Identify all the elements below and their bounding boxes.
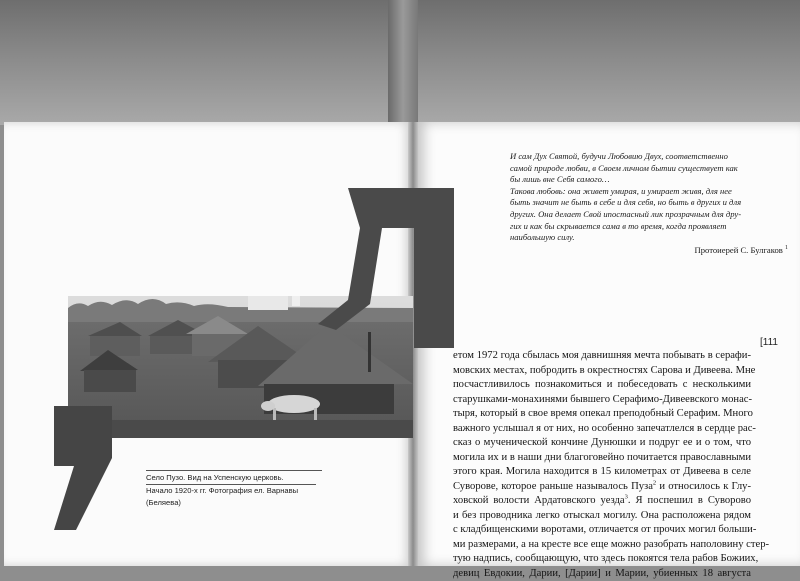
epigraph [510,151,778,244]
footnote-marker: 1 [785,245,788,251]
caption-line-1: Село Пузо. Вид на Успенскую церковь. [146,472,322,484]
body-line-with-note [453,480,751,495]
body-line: тую надпись, сообщающую, что здесь покоятся тела рабов Божиих, [453,552,751,567]
scan-fold-shadow [388,0,418,125]
caption-line-2: Начало 1920-х гг. Фотография ел. Варнавы (Беляева) [146,485,322,509]
epigraph-line: наибольшую силу. [510,232,778,244]
epigraph-line: быть значит не быть в себе и для себя, но быть в других и для [510,197,778,209]
initial-letter-decoration [318,188,454,348]
epigraph-line: бы лишь вне Себя самого… [510,174,778,186]
body-line: этого края. Могила находится в 15 километрах от Дивеева в селе [453,465,751,480]
page-number: [111 [760,337,778,348]
comma-decoration [46,406,112,530]
caption-rule-top [146,470,322,471]
body-line: посчастливилось познакомиться и побеседовать с несколькими [453,378,751,393]
body-line-part: и относилось к Глу- [656,481,751,492]
body-line-part: ховской волости Ардатовского уезда [453,495,625,506]
epigraph-line: И сам Дух Святой, будучи Любовию Двух, соответственно [510,151,778,163]
footnote-marker: 3 [625,493,628,500]
photo-caption [146,470,322,509]
body-line: важного услышал я от них, но особенно запечатлелся в сердце рас- [453,422,751,437]
body-text [453,349,751,581]
epigraph-line: Такова любовь: она живет умирая, и умирает живя, для нее [510,186,778,198]
body-line: старушками-монахинями бывшего Серафимо-Дивеевского монас- [453,393,751,408]
epigraph-line: других. Она делает Свой ипостасный лик прозрачным для дру- [510,209,778,221]
body-line: мовских местах, побродить в окрестностях Сарова и Дивеева. Мне [453,364,751,379]
body-line: тыря, который в свое время опекал преподобный Серафим. Много [453,407,751,422]
body-line: сказ о мученической кончине Дунюшки и подруг ее и о том, что [453,436,751,451]
body-line: могила их и в наши дни благоговейно почитается православными [453,451,751,466]
body-line: етом 1972 года сбылась моя давнишняя мечта побывать в серафи- [453,349,751,364]
body-line: девиц Евдокии, Дарии, [Дарии] и Марии, убиенных 18 августа [453,567,751,581]
epigraph-line: гих и как бы скрывается сама в то время, когда проявляет [510,221,778,233]
body-line-part: Суворове, которое раньше называлось Пуза [453,481,653,492]
footnote-marker: 2 [653,479,656,486]
epigraph-line: самой природе любви, в Своем личном бытии существует как [510,163,778,175]
body-line: ми размерами, а на кресте все еще можно разобрать наполовину стер- [453,538,751,553]
epigraph-attribution [610,245,788,255]
scan-background [0,0,800,125]
body-line: с кладбищенскими воротами, отличается от прочих могил больши- [453,523,751,538]
body-line-part: . Я поспешил в Суворово [628,495,751,506]
attribution-author: Протоиерей С. Булгаков [695,245,783,255]
body-line: и без проводника легко отыскал могилу. Она расположена рядом [453,509,751,524]
body-line-with-note [453,494,751,509]
